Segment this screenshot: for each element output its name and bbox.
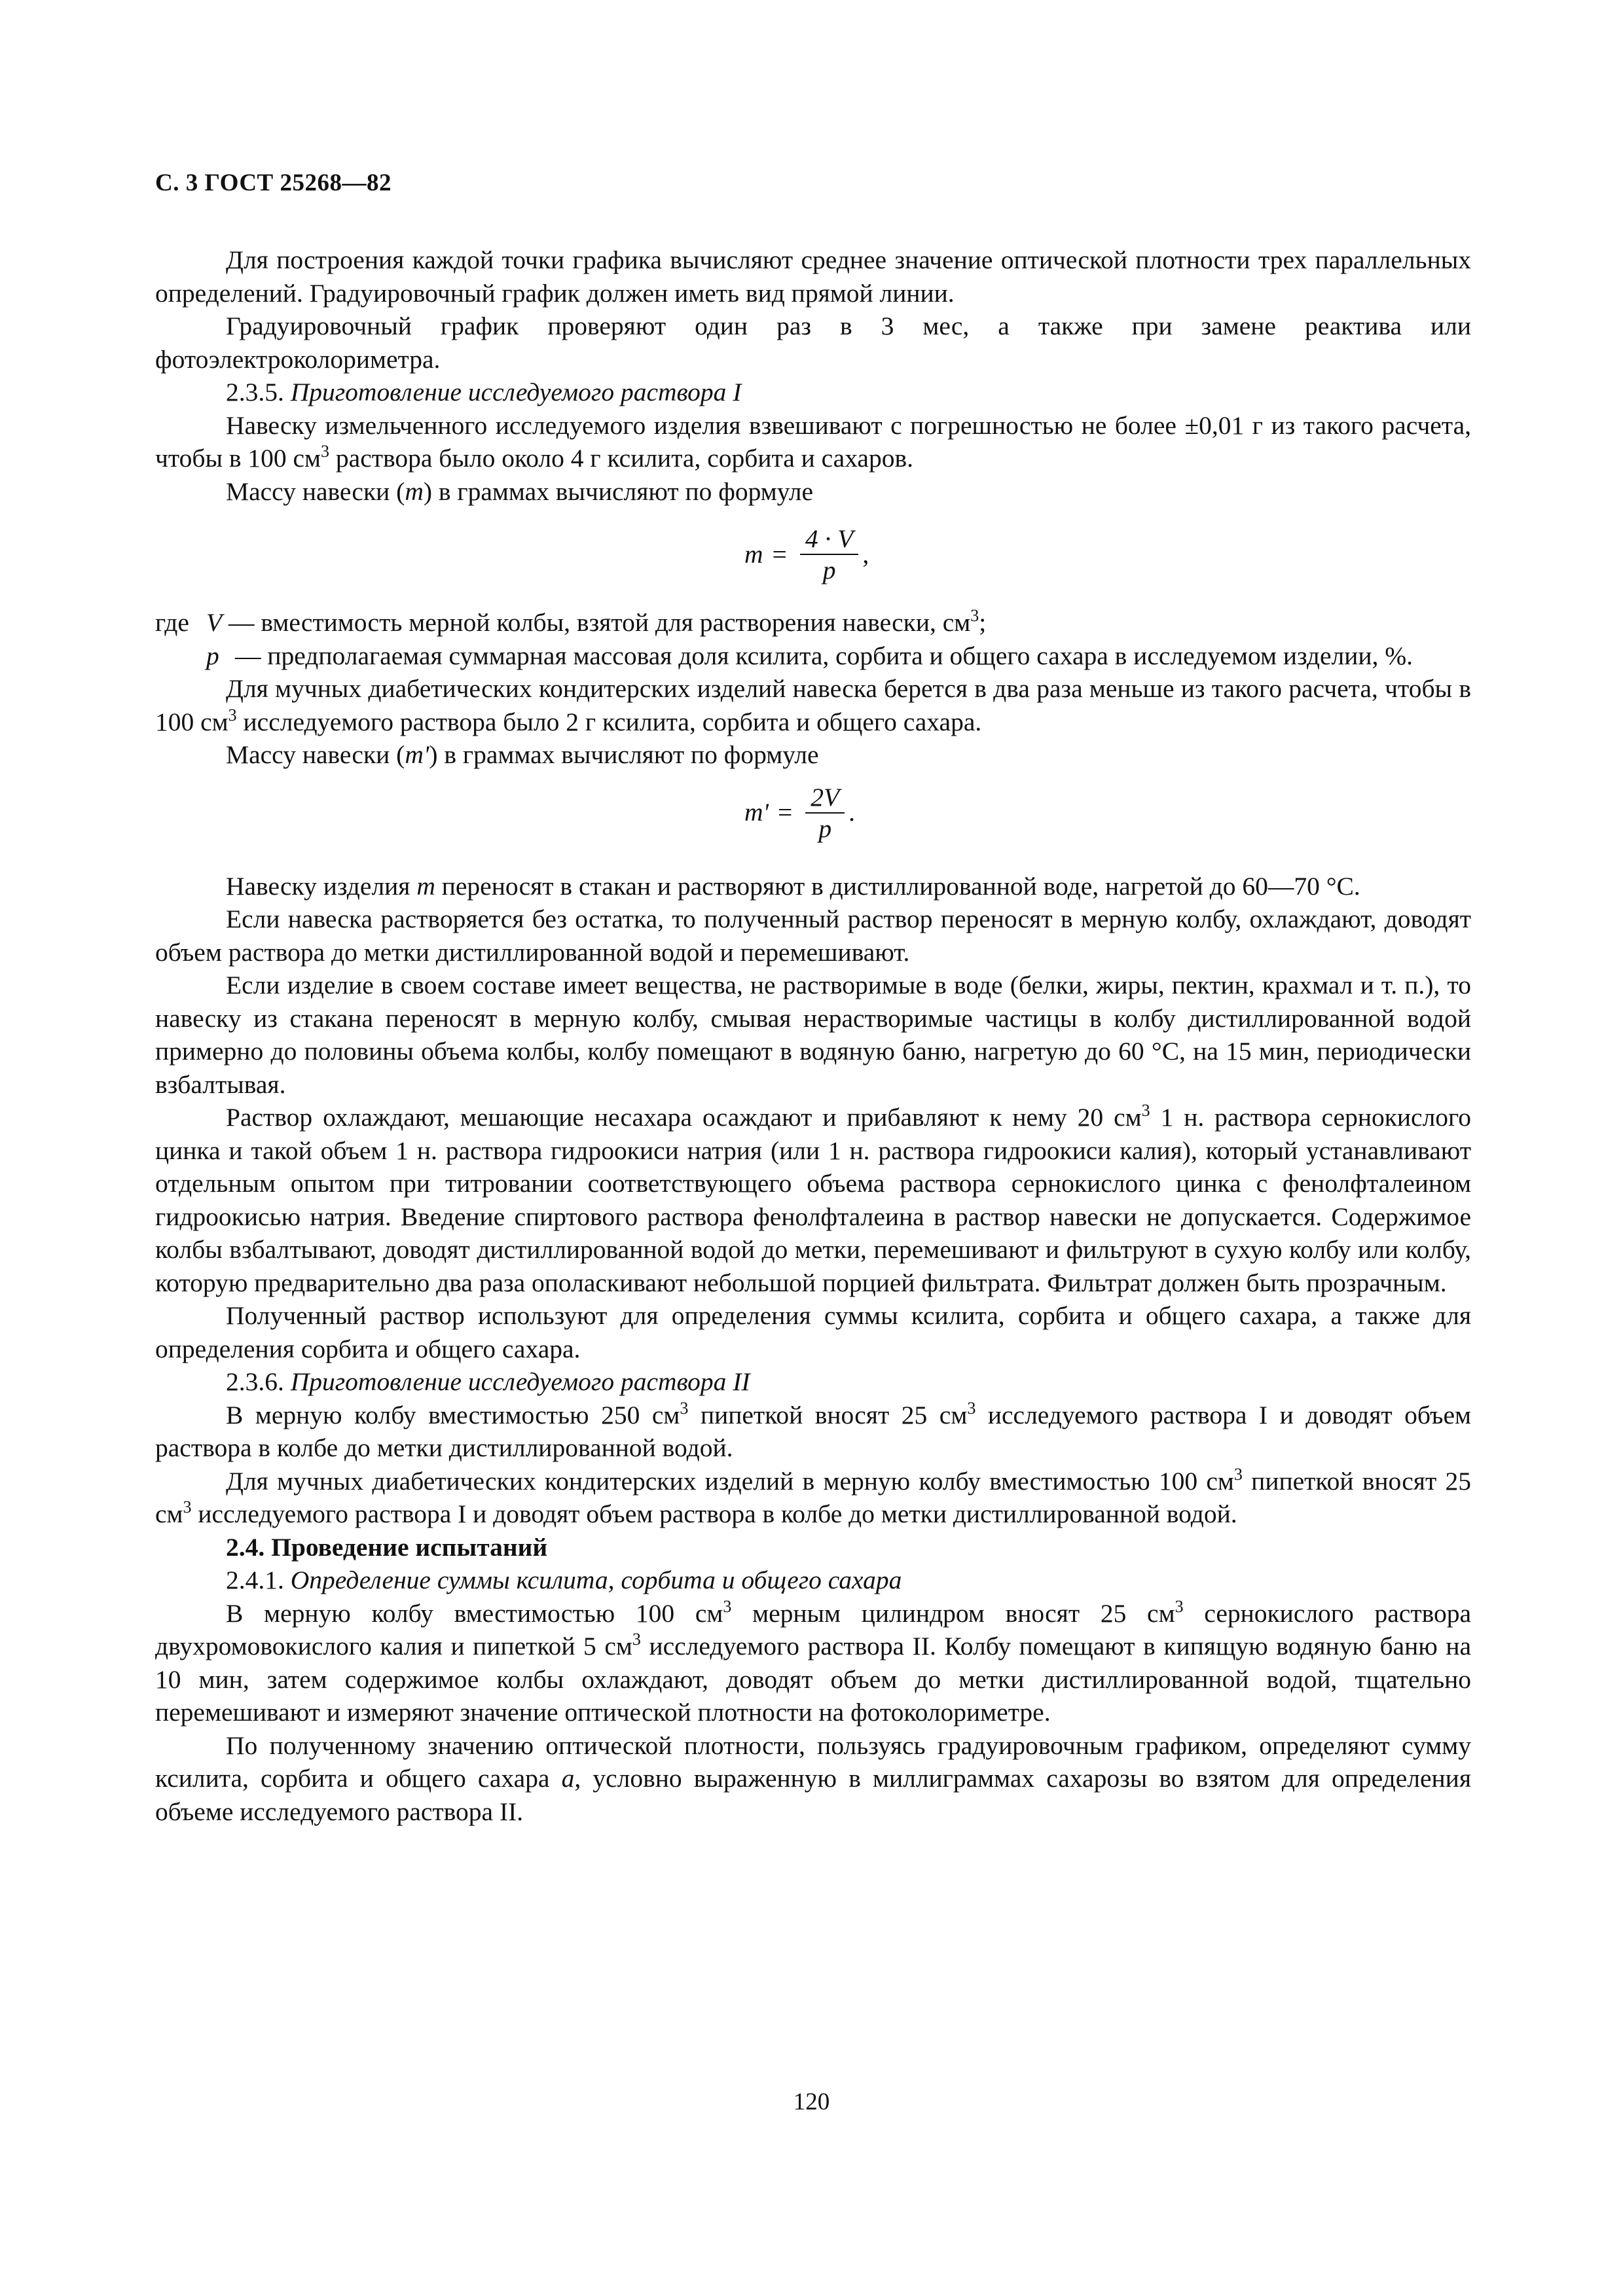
page-number: 120 bbox=[793, 2089, 830, 2115]
superscript: 3 bbox=[723, 1596, 732, 1616]
text-span: По полученному значению оптической плотности, пользуясь градуировочным графиком, определяют сумму ксилита, сорбита и общего сахара bbox=[155, 1731, 1471, 1793]
fraction-denominator: p bbox=[822, 556, 836, 584]
superscript: 3 bbox=[321, 442, 330, 461]
superscript: 3 bbox=[1175, 1596, 1184, 1616]
fraction-denominator: p bbox=[818, 814, 832, 843]
formula-equals: = bbox=[777, 798, 793, 827]
text-span: В мерную колбу вместимостью 250 см bbox=[226, 1400, 680, 1429]
paragraph bbox=[155, 1597, 1471, 1729]
superscript: 3 bbox=[967, 1398, 976, 1418]
math-symbol: m bbox=[416, 871, 435, 901]
text-span: Массу навески ( bbox=[226, 476, 405, 506]
superscript: 3 bbox=[680, 1398, 689, 1418]
text-span: мерным цилиндром вносят 25 см bbox=[731, 1598, 1175, 1628]
paragraph bbox=[155, 1399, 1471, 1465]
section-heading-2-3-6 bbox=[155, 1365, 1471, 1399]
text-span: — вместимость мерной колбы, взятой для растворения навески, см bbox=[228, 608, 971, 637]
text-span: 1 н. раствора сернокислого цинка и такой объем 1 н. раствора гидроокиси натрия (или 1 н. раствора гидроокиси калия), который устанавливают отдельным опытом при титровании соответствующего объема раствора сернокислого цинка с фенолфталеином гидроокисью натрия. Введение спиртового раствора фенолфталеина в раствор навески не допускается. Содержимое колбы взбалтывают, доводят дистиллированной водой до метки, перемешивают и фильтруют в сухую колбу или колбу, которую предварительно два раза ополаскивают небольшой порцией фильтрата. Фильтрат должен быть прозрачным. bbox=[155, 1103, 1471, 1297]
section-title: Приготовление исследуемого раствора I bbox=[290, 378, 742, 406]
legend-symbol: p bbox=[206, 641, 219, 670]
formula-lhs: m' bbox=[744, 798, 769, 827]
formula-2 bbox=[155, 772, 1471, 870]
paragraph bbox=[155, 1101, 1471, 1299]
text-span: Массу навески ( bbox=[226, 740, 405, 769]
superscript: 3 bbox=[183, 1498, 192, 1516]
text-span: Для мучных диабетических кондитерских изделий навеска берется в два раза меньше из такого расчета, чтобы в 100 см bbox=[155, 674, 1471, 736]
text-span: пипеткой вносят 25 см bbox=[688, 1400, 968, 1429]
text-span: исследуемого раствора было 2 г ксилита, сорбита и общего сахара. bbox=[236, 707, 982, 736]
legend-row-V bbox=[155, 606, 1471, 639]
text-span: , условно выраженную в миллиграммах сахарозы во взятом для определения объеме исследуемого раствора II. bbox=[155, 1764, 1471, 1826]
legend-text bbox=[206, 606, 1471, 639]
section-title: Определение суммы ксилита, сорбита и общего сахара bbox=[290, 1566, 902, 1594]
math-symbol: m bbox=[405, 476, 424, 506]
superscript: 3 bbox=[632, 1630, 641, 1649]
text-span: пипеткой вносят 25 см bbox=[155, 1466, 1471, 1528]
paragraph bbox=[155, 738, 1471, 772]
paragraph bbox=[155, 870, 1471, 903]
paragraph: Градуировочный график проверяют один раз в 3 мес, а также при замене реактива или фотоэлектроколориметра. bbox=[155, 312, 1471, 374]
math-symbol: m' bbox=[405, 740, 429, 769]
text-span: Навеску измельченного исследуемого изделия взвешивают с погрешностью не более ±0,01 г из такого расчета, чтобы в 100 см bbox=[155, 410, 1471, 473]
formula-row bbox=[744, 525, 869, 584]
where-label: где bbox=[155, 608, 189, 637]
paragraph: Полученный раствор используют для определения суммы ксилита, сорбита и общего сахара, а также для определения сорбита и общего сахара. bbox=[155, 1301, 1471, 1363]
section-heading-2-3-5 bbox=[155, 376, 1471, 409]
section-heading-2-4-1 bbox=[155, 1564, 1471, 1597]
formula-row bbox=[744, 783, 855, 842]
text-span: ) в граммах вычисляют по формуле bbox=[429, 740, 819, 769]
formula-punctuation: , bbox=[862, 539, 869, 569]
section-number: 2.3.6. bbox=[226, 1367, 284, 1396]
paragraph: Для построения каждой точки графика вычисляют среднее значение оптической плотности трех параллельных определений. Градуировочный график должен иметь вид прямой линии. bbox=[155, 245, 1471, 308]
legend-row-p bbox=[155, 639, 1471, 673]
superscript: 3 bbox=[1233, 1464, 1243, 1484]
text-span: исследуемого раствора I и доводят объем раствора в колбе до метки дистиллированной водой. bbox=[191, 1499, 1237, 1528]
text-span: В мерную колбу вместимостью 100 см bbox=[226, 1598, 723, 1628]
formula-punctuation: . bbox=[848, 798, 856, 827]
formula-equals: = bbox=[772, 539, 787, 569]
paragraph bbox=[155, 475, 1471, 509]
text-span: раствора было около 4 г ксилита, сорбита и сахаров. bbox=[329, 444, 913, 473]
math-symbol: a bbox=[561, 1764, 575, 1793]
formula-fraction bbox=[800, 525, 859, 584]
formula-lhs: m bbox=[744, 539, 763, 569]
text-span: сернокислого раствора двухромовокислого калия и пипеткой 5 см bbox=[155, 1598, 1471, 1660]
paragraph bbox=[155, 1465, 1471, 1531]
legend-text bbox=[206, 639, 1471, 673]
text-span: переносят в стакан и растворяют в дистиллированной воде, нагретой до 60—70 °С. bbox=[435, 871, 1360, 901]
superscript: 3 bbox=[1141, 1101, 1150, 1120]
section-number: 2.4.1. bbox=[226, 1566, 284, 1594]
paragraph bbox=[155, 409, 1471, 475]
paragraph bbox=[155, 672, 1471, 738]
text-span: Для мучных диабетических кондитерских изделий в мерную колбу вместимостью 100 см bbox=[226, 1466, 1234, 1496]
section-title: Приготовление исследуемого раствора II bbox=[290, 1367, 750, 1396]
text-span: Навеску изделия bbox=[226, 871, 417, 901]
legend-symbol: V bbox=[206, 608, 223, 637]
superscript: 3 bbox=[970, 606, 979, 625]
text-span: Раствор охлаждают, мешающие несахара осаждают и прибавляют к нему 20 см bbox=[226, 1103, 1142, 1132]
paragraph: Если навеска растворяется без остатка, то полученный раствор переносят в мерную колбу, охлаждают, доводят объем раствора до метки дистиллированной водой и перемешивают. bbox=[155, 905, 1471, 967]
section-number: 2.3.5. bbox=[226, 378, 284, 406]
text-span: — предполагаемая суммарная массовая доля ксилита, сорбита и общего сахара в исследуемом изделии, %. bbox=[235, 641, 1413, 670]
superscript: 3 bbox=[228, 705, 237, 725]
fraction-numerator: 2V bbox=[805, 783, 845, 814]
text-span: ; bbox=[979, 608, 987, 637]
formula-1 bbox=[155, 508, 1471, 606]
paragraph bbox=[155, 1729, 1471, 1829]
document-body bbox=[155, 243, 1471, 1828]
page-header: С. 3 ГОСТ 25268—82 bbox=[155, 170, 392, 196]
paragraph: Если изделие в своем составе имеет вещества, не растворимые в воде (белки, жиры, пектин, крахмал и т. п.), то навеску из стакана переносят в мерную колбу, смывая нерастворимые частицы в колбу дистиллированной водой примерно до половины объема колбы, колбу помещают в водяную баню, нагретую до 60 °С, на 15 мин, периодически взбалтывая. bbox=[155, 971, 1471, 1099]
text-span: ) в граммах вычисляют по формуле bbox=[423, 476, 814, 506]
text-span: исследуемого раствора I и доводят объем раствора в колбе до метки дистиллированной водой. bbox=[155, 1400, 1471, 1462]
fraction-numerator: 4 · V bbox=[800, 525, 859, 555]
formula-fraction bbox=[805, 783, 845, 842]
section-heading-2-4: 2.4. Проведение испытаний bbox=[226, 1532, 548, 1562]
text-span: исследуемого раствора II. Колбу помещают в кипящую водяную баню на 10 мин, затем содержимое колбы охлаждают, доводят объем до метки дистиллированной водой, тщательно перемешивают и измеряют значение оптической плотности на фотоколориметре. bbox=[155, 1632, 1471, 1727]
